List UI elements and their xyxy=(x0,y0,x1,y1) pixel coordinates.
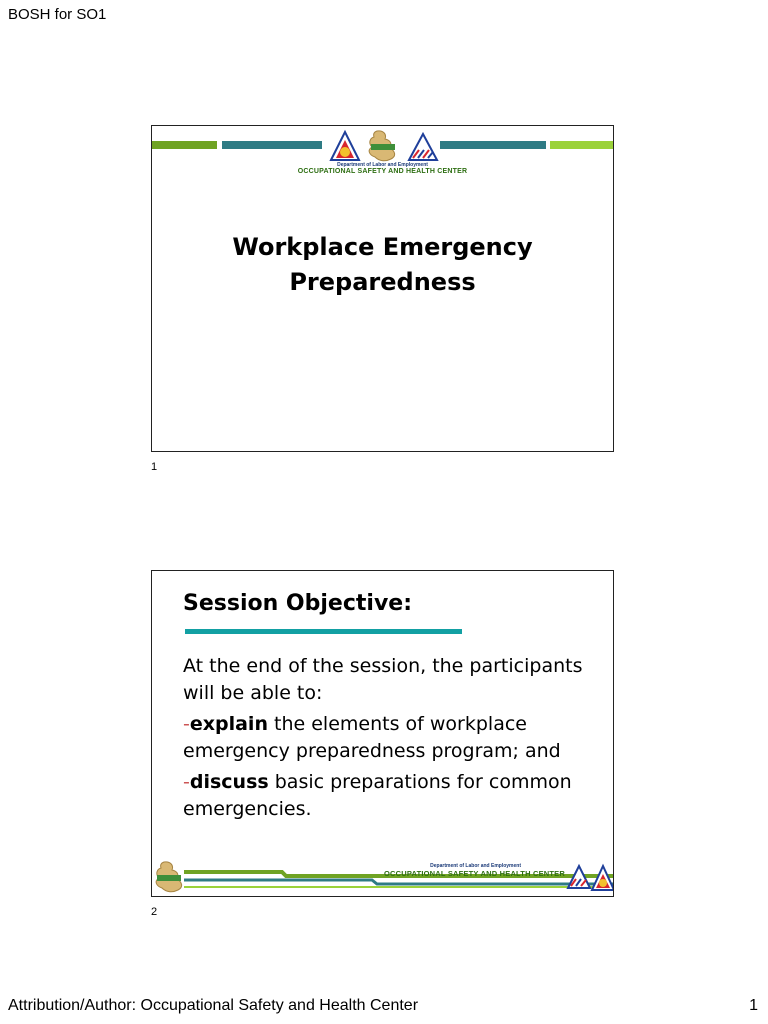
page-header: BOSH for SO1 xyxy=(8,6,107,23)
slide-title-line-2: Preparedness xyxy=(289,268,476,296)
department-label: Department of Labor and Employment xyxy=(337,162,428,168)
attribution-footer: Attribution/Author: Occupational Safety and Health Center xyxy=(8,997,419,1014)
philippines-map-icon xyxy=(369,131,395,161)
objective-body xyxy=(183,653,603,827)
slide-number-1: 1 xyxy=(151,461,158,473)
center-label: OCCUPATIONAL SAFETY AND HEALTH CENTER xyxy=(383,869,565,878)
stripe-green-left xyxy=(152,141,217,149)
slide-2 xyxy=(151,570,614,897)
objective-item-1: -explain the elements of workplace emergency preparedness program; and xyxy=(183,713,561,762)
philippines-map-icon xyxy=(156,862,181,892)
objective-heading: Session Objective: xyxy=(183,591,413,616)
objective-item-2: -discuss basic preparations for common emergencies. xyxy=(183,771,572,820)
slide-title-line-1: Workplace Emergency xyxy=(232,233,533,261)
slide-number-2: 2 xyxy=(151,906,158,918)
slide-1 xyxy=(151,125,614,452)
logo-group xyxy=(327,128,439,164)
slide-footer-band xyxy=(152,858,613,896)
slide-title xyxy=(152,230,613,300)
stripe-teal-left xyxy=(222,141,322,149)
heading-underline xyxy=(185,629,462,634)
objective-intro: At the end of the session, the participants will be able to: xyxy=(183,655,583,704)
stripe-teal-right xyxy=(440,141,546,149)
department-label: Department of Labor and Employment xyxy=(430,863,521,869)
stripe-green-right xyxy=(550,141,614,149)
slide-header-band xyxy=(152,126,613,186)
center-label: OCCUPATIONAL SAFETY AND HEALTH CENTER xyxy=(297,168,468,175)
dole-logo-icon xyxy=(331,132,359,160)
page-number: 1 xyxy=(749,997,758,1014)
oshc-logo-icon xyxy=(409,134,437,160)
